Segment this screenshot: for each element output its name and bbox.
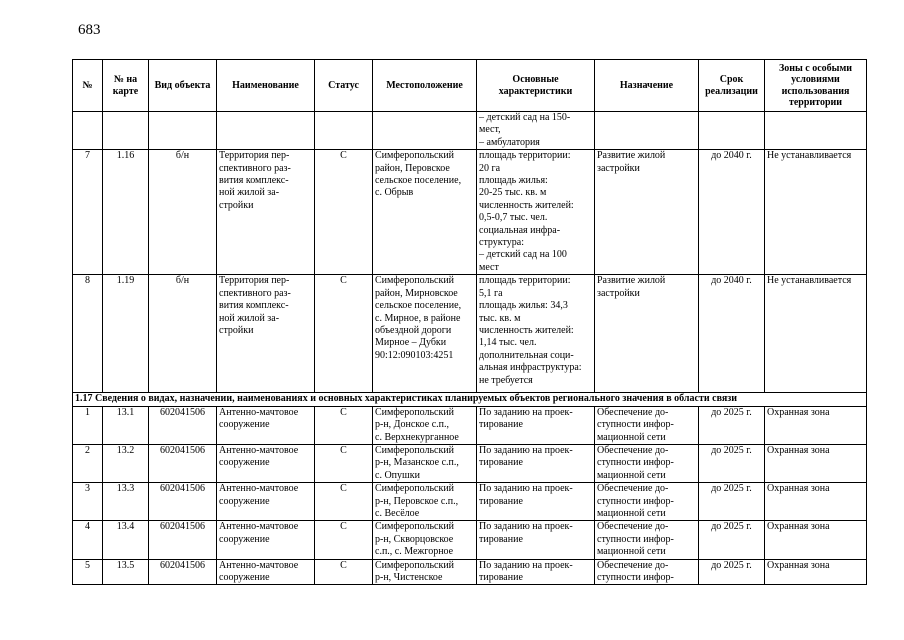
- header-cell: Вид объекта: [149, 60, 217, 112]
- table-row: [73, 483, 867, 521]
- location-cell: Симферопольский р-н, Чистенское: [373, 559, 477, 585]
- name-cell: Антенно-мачтовое сооружение: [217, 406, 315, 444]
- location-cell: Симферопольский р-н, Скворцовское с.п., с. Межгорное: [373, 521, 477, 559]
- header-cell: Статус: [315, 60, 373, 112]
- characteristics-cell: – детский сад на 150- мест, – амбулатория: [477, 112, 595, 150]
- header-cell: Наименование: [217, 60, 315, 112]
- term-cell: до 2025 г.: [699, 444, 765, 482]
- row-number-cell: 7: [73, 150, 103, 275]
- term-cell: до 2025 г.: [699, 483, 765, 521]
- header-cell: Зоны с особыми условиями использования территории: [765, 60, 867, 112]
- zones-cell: Охранная зона: [765, 406, 867, 444]
- map-number-cell: 13.3: [103, 483, 149, 521]
- header-cell: Местоположение: [373, 60, 477, 112]
- map-number-cell: 13.1: [103, 406, 149, 444]
- page-number: 683: [78, 22, 101, 38]
- table-row: [73, 559, 867, 585]
- section-heading-row: [73, 393, 867, 406]
- row-number-cell: 2: [73, 444, 103, 482]
- purpose-cell: Развитие жилой застройки: [595, 150, 699, 275]
- map-number-cell: 13.5: [103, 559, 149, 585]
- table-row: [73, 406, 867, 444]
- map-number-cell: 1.16: [103, 150, 149, 275]
- characteristics-cell: По заданию на проек- тирование: [477, 559, 595, 585]
- purpose-cell: Обеспечение до- ступности инфор- мационной сети: [595, 521, 699, 559]
- purpose-cell: Обеспечение до- ступности инфор- мационной сети: [595, 483, 699, 521]
- table-row: [73, 275, 867, 393]
- name-cell: Антенно-мачтовое сооружение: [217, 521, 315, 559]
- row-number-cell: 8: [73, 275, 103, 393]
- term-cell: до 2025 г.: [699, 521, 765, 559]
- location-cell: Симферопольский район, Мирновское сельское поселение, с. Мирное, в районе объездной дороги Мирное – Дубки 90:12:090103:4251: [373, 275, 477, 393]
- object-kind-cell: 602041506: [149, 483, 217, 521]
- map-number-cell: 13.4: [103, 521, 149, 559]
- characteristics-cell: По заданию на проек- тирование: [477, 406, 595, 444]
- location-cell: Симферопольский р-н, Донское с.п., с. Верхнекурганное: [373, 406, 477, 444]
- name-cell: Территория пер- спективного раз- вития комплекс- ной жилой за- стройки: [217, 150, 315, 275]
- map-number-cell: 13.2: [103, 444, 149, 482]
- location-cell: Симферопольский район, Перовское сельское поселение, с. Обрыв: [373, 150, 477, 275]
- name-cell: Территория пер- спективного раз- вития комплекс- ной жилой за- стройки: [217, 275, 315, 393]
- status-cell: С: [315, 150, 373, 275]
- zones-cell: Охранная зона: [765, 483, 867, 521]
- purpose-cell: Обеспечение до- ступности инфор-: [595, 559, 699, 585]
- term-cell: до 2040 г.: [699, 275, 765, 393]
- row-number-cell: 5: [73, 559, 103, 585]
- zones-cell: Не устанавливается: [765, 275, 867, 393]
- row-number-cell: 4: [73, 521, 103, 559]
- header-cell: №: [73, 60, 103, 112]
- term-cell: до 2025 г.: [699, 406, 765, 444]
- purpose-cell: Развитие жилой застройки: [595, 275, 699, 393]
- purpose-cell: Обеспечение до- ступности инфор- мационной сети: [595, 406, 699, 444]
- object-kind-cell: б/н: [149, 275, 217, 393]
- zones-cell: Охранная зона: [765, 521, 867, 559]
- characteristics-cell: По заданию на проек- тирование: [477, 444, 595, 482]
- purpose-cell: Обеспечение до- ступности инфор- мационной сети: [595, 444, 699, 482]
- status-cell: С: [315, 521, 373, 559]
- term-cell: до 2040 г.: [699, 150, 765, 275]
- status-cell: С: [315, 444, 373, 482]
- characteristics-cell: площадь территории: 5,1 га площадь жилья: 34,3 тыс. кв. м численность жителей: 1,14 тыс. чел. дополнительная соци- альная инфраструктура: не требуется: [477, 275, 595, 393]
- object-kind-cell: 602041506: [149, 521, 217, 559]
- name-cell: Антенно-мачтовое сооружение: [217, 559, 315, 585]
- name-cell: Антенно-мачтовое сооружение: [217, 483, 315, 521]
- object-kind-cell: 602041506: [149, 559, 217, 585]
- table-row: [73, 521, 867, 559]
- object-kind-cell: 602041506: [149, 444, 217, 482]
- status-cell: С: [315, 406, 373, 444]
- header-cell: Срок реализации: [699, 60, 765, 112]
- header-cell: Назначение: [595, 60, 699, 112]
- header-cell: Основные характеристики: [477, 60, 595, 112]
- table-row: [73, 444, 867, 482]
- object-kind-cell: 602041506: [149, 406, 217, 444]
- status-cell: С: [315, 275, 373, 393]
- location-cell: Симферопольский р-н, Перовское с.п., с. Весёлое: [373, 483, 477, 521]
- zones-cell: Охранная зона: [765, 559, 867, 585]
- zones-cell: Не устанавливается: [765, 150, 867, 275]
- table-row: [73, 150, 867, 275]
- status-cell: С: [315, 559, 373, 585]
- status-cell: С: [315, 483, 373, 521]
- header-cell: № на карте: [103, 60, 149, 112]
- section-title: 1.17 Сведения о видах, назначении, наименованиях и основных характеристиках планируемых объектов регионального значения в области связи: [73, 393, 867, 406]
- term-cell: до 2025 г.: [699, 559, 765, 585]
- objects-table: [72, 59, 867, 585]
- name-cell: Антенно-мачтовое сооружение: [217, 444, 315, 482]
- characteristics-cell: площадь территории: 20 га площадь жилья: 20-25 тыс. кв. м численность жителей: 0,5-0,7 тыс. чел. социальная инфра- структура: – детский сад на 100 мест: [477, 150, 595, 275]
- characteristics-cell: По заданию на проек- тирование: [477, 521, 595, 559]
- row-number-cell: 3: [73, 483, 103, 521]
- row-number-cell: 1: [73, 406, 103, 444]
- object-kind-cell: б/н: [149, 150, 217, 275]
- map-number-cell: 1.19: [103, 275, 149, 393]
- continuation-row: [73, 112, 867, 150]
- zones-cell: Охранная зона: [765, 444, 867, 482]
- header-row: [73, 60, 867, 112]
- location-cell: Симферопольский р-н, Мазанское с.п., с. Опушки: [373, 444, 477, 482]
- characteristics-cell: По заданию на проек- тирование: [477, 483, 595, 521]
